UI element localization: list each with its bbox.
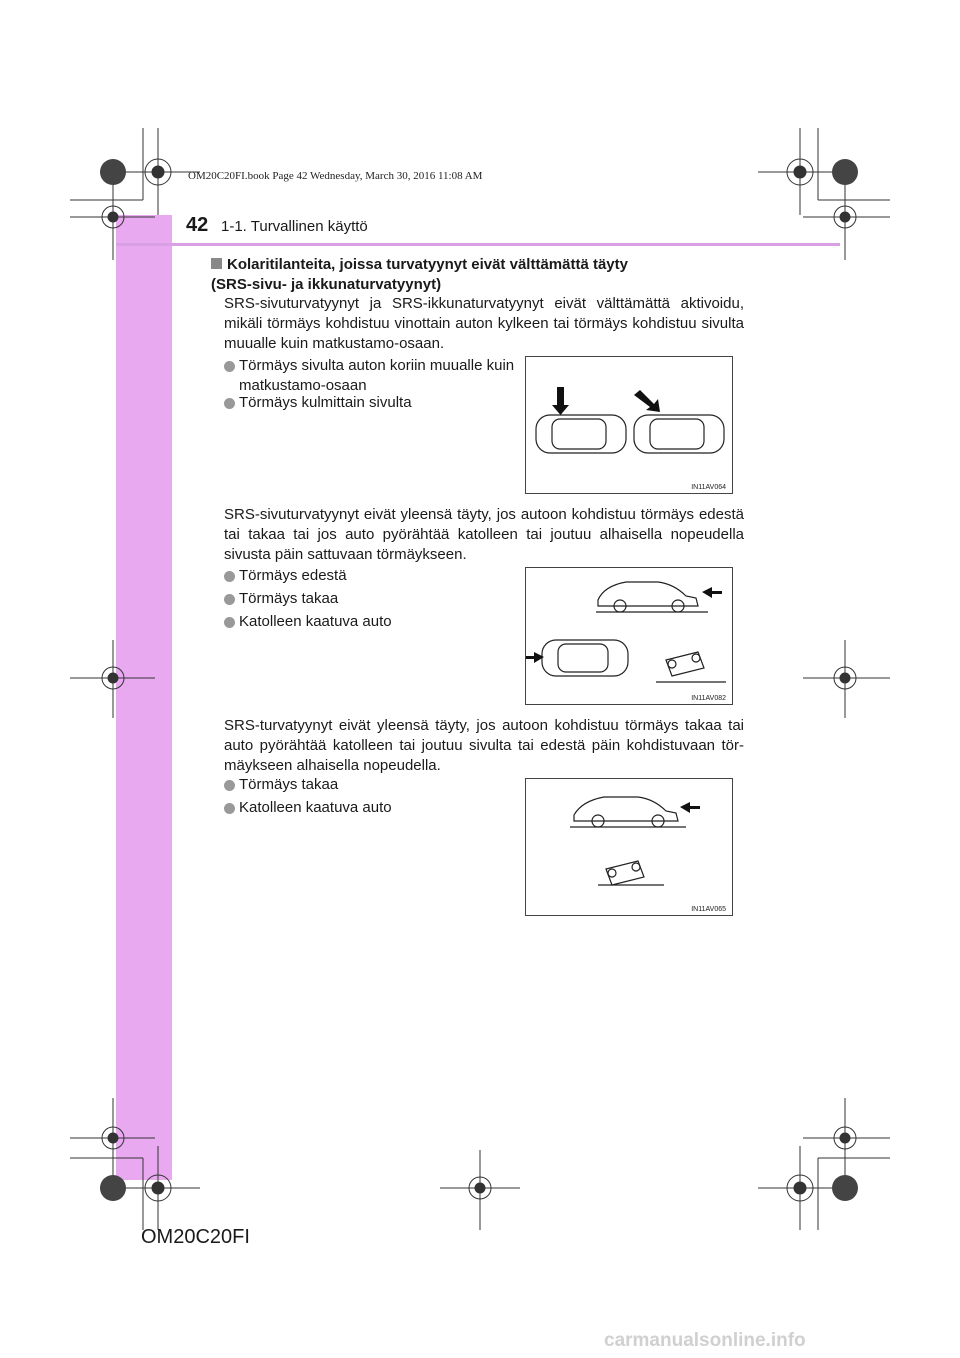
list-item: Katolleen kaatuva auto bbox=[224, 798, 529, 818]
header-rule bbox=[116, 243, 840, 246]
bullet-dot-icon bbox=[224, 617, 235, 628]
paragraph: SRS-turvatyynyt eivät yleensä täyty, jos autoon kohdistuu törmäys takaa tai auto pyörähtää katolleen tai joutuu sivulta tai edestä päin kohdistuvaan tör-mäykseen alhaisella nopeudella. bbox=[224, 717, 744, 774]
paragraph: SRS-sivuturvatyynyt eivät yleensä täyty, jos autoon kohdistuu törmäys edestä tai takaa tai jos auto pyörähtää katolleen tai joutuu alhaisella nopeudella sivusta päin sattuvaan törmäykseen. bbox=[224, 506, 744, 563]
book-stamp: OM20C20FI.book Page 42 Wednesday, March 30, 2016 11:08 AM bbox=[188, 170, 483, 182]
figure-rear-rollover bbox=[525, 778, 733, 916]
list-item: Törmäys edestä bbox=[224, 566, 529, 586]
list-item: Törmäys takaa bbox=[224, 775, 529, 795]
rear-rollover-illustration bbox=[526, 779, 732, 915]
watermark: carmanualsonline.info bbox=[604, 1330, 806, 1351]
list-item: Törmäys sivulta auton koriin muualle kuin matkustamo-osaan bbox=[224, 356, 529, 396]
bullet-dot-icon bbox=[224, 571, 235, 582]
figure-side-impact bbox=[525, 356, 733, 494]
side-color-band bbox=[116, 215, 172, 1180]
bullet-dot-icon bbox=[224, 398, 235, 409]
side-impact-illustration bbox=[526, 357, 732, 493]
figure-id: IN11AV082 bbox=[691, 695, 726, 702]
list-item: Katolleen kaatuva auto bbox=[224, 612, 529, 632]
figure-id: IN11AV064 bbox=[691, 484, 726, 491]
bullet-dot-icon bbox=[224, 780, 235, 791]
front-rear-rollover-illustration bbox=[526, 568, 732, 704]
bullet-dot-icon bbox=[224, 594, 235, 605]
footer-code: OM20C20FI bbox=[141, 1226, 250, 1248]
list-item: Törmäys takaa bbox=[224, 589, 529, 609]
bullet-dot-icon bbox=[224, 803, 235, 814]
section-title: 1-1. Turvallinen käyttö bbox=[221, 218, 368, 235]
list-item: Törmäys kulmittain sivulta bbox=[224, 393, 529, 413]
section-heading: Kolaritilanteita, joissa turvatyynyt eivät välttämättä täyty (SRS-sivu- ja ikkunaturvatyynyt) bbox=[211, 256, 628, 293]
bullet-dot-icon bbox=[224, 361, 235, 372]
page-number: 42 bbox=[186, 214, 209, 236]
figure-id: IN11AV065 bbox=[691, 906, 726, 913]
intro-paragraph: SRS-sivuturvatyynyt ja SRS-ikkunaturvatyynyt eivät välttämättä aktivoidu, mikäli törmäys kohdistuu vinottain auton kylkeen tai törmäys kohdistuu sivulta muualle kuin matkustamo-osaan. bbox=[224, 295, 744, 352]
figure-front-rear-rollover bbox=[525, 567, 733, 705]
square-bullet-icon bbox=[211, 258, 222, 269]
